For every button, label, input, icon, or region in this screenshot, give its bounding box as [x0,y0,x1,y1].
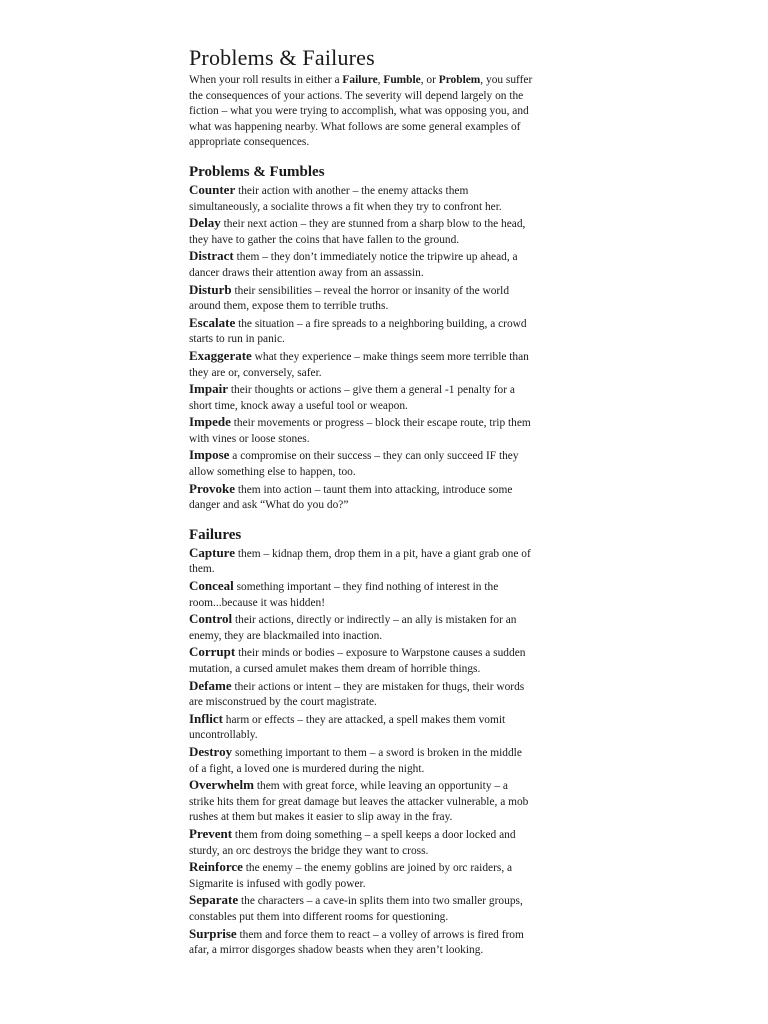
entry-term: Escalate [189,314,236,330]
entry-term: Overwhelm [189,777,254,793]
intro-sep1: , [377,74,384,86]
entry-term: Surprise [189,925,237,941]
entry-text: their actions, directly or indirectly – an ally is mistaken for an enemy, they are blackmailed into inaction. [189,614,517,642]
entry-term: Provoke [189,480,235,496]
entry-text: something important to them – a sword is broken in the middle of a fight, a loved one is murdered during the night. [189,746,522,775]
entry-term: Distract [189,248,234,264]
section-failures [189,526,534,959]
intro-paragraph [189,73,534,151]
list-item [189,215,534,248]
entry-term: Conceal [189,578,234,594]
intro-before: When your roll results in either a [189,74,343,86]
list-item [189,282,534,315]
intro-sep2: , or [420,74,439,86]
entry-text: the situation – a fire spreads to a neighboring building, a crowd starts to run in panic. [189,317,527,346]
entry-text: the characters – a cave-in splits them into two smaller groups, constables put them into different rooms for questioning. [189,895,523,923]
entry-text: their sensibilities – reveal the horror or insanity of the world around them, expose them to terrible truths. [189,284,510,313]
entry-text: a compromise on their success – they can only succeed IF they allow something else to happen, too. [189,450,519,479]
entry-text: harm or effects – they are attacked, a spell makes them vomit uncontrollably. [189,713,506,742]
list-item [189,859,534,892]
entry-term: Impose [189,447,230,463]
entry-text: their minds or bodies – exposure to Warpstone causes a sudden mutation, a cursed amulet makes them dream of horrible things. [189,647,526,675]
list-item [189,826,534,859]
list-item [189,678,534,711]
section-problems-fumbles [189,163,534,514]
entry-text: their movements or progress – block their escape route, trip them with vines or loose stones. [189,417,531,445]
list-item [189,611,534,644]
entry-text: them with great force, while leaving an opportunity – a strike hits them for great damage but leaves the attacker vulnerable, a mob rushes at them but makes it easier to slip away in the fray. [189,780,529,824]
list-item [189,414,534,447]
section-heading: Problems & Fumbles [189,163,325,180]
entry-text: something important – they find nothing of interest in the room...because it was hidden! [189,581,499,609]
list-item [189,315,534,348]
section-heading: Failures [189,526,242,543]
entry-term: Inflict [189,710,223,726]
entry-text: them into action – taunt them into attacking, introduce some danger and ask “What do you do?” [189,483,513,512]
entry-term: Impair [189,381,228,397]
entry-term: Counter [189,181,236,197]
keyword-problem: Problem [438,74,481,86]
list-item [189,926,534,959]
entry-term: Disturb [189,281,232,297]
intro-after: , you suffer the consequences of your actions. The severity will depend largely on the fiction – what you were trying to accomplish, what was opposing you, and what was happening nearby. What follows are some general examples of appropriate consequences. [189,74,533,149]
page-title: Problems & Failures [189,45,375,70]
entry-text: them – kidnap them, drop them in a pit, have a giant grab one of them. [189,547,531,576]
list-item [189,644,534,677]
list-item [189,447,534,480]
entry-text: their next action – they are stunned from a sharp blow to the head, they have to gather the coins that have fallen to the ground. [189,218,526,246]
entry-text: them and force them to react – a volley of arrows is fired from afar, a mirror disgorges shadow beasts when they aren’t looking. [189,928,524,957]
entry-term: Prevent [189,825,233,841]
entry-term: Capture [189,544,235,560]
entry-term: Exaggerate [189,347,252,363]
entry-term: Reinforce [189,859,243,875]
keyword-fumble: Fumble [383,74,421,86]
entry-text: their action with another – the enemy attacks them simultaneously, a socialite throws a fit when they try to confront her. [189,184,502,213]
list-item [189,182,534,215]
list-item [189,744,534,777]
document-page [189,44,534,959]
list-item [189,711,534,744]
keyword-failure: Failure [342,74,378,86]
entry-term: Corrupt [189,644,236,660]
list-item [189,545,534,578]
entry-term: Defame [189,677,232,693]
list-item [189,248,534,281]
entry-text: their thoughts or actions – give them a general -1 penalty for a short time, knock away a useful tool or weapon. [189,384,515,412]
entry-text: the enemy – the enemy goblins are joined by orc raiders, a Sigmarite is infused with godly power. [189,862,513,890]
entry-term: Destroy [189,743,233,759]
entry-text: them – they don’t immediately notice the tripwire up ahead, a dancer draws their attention away from an assassin. [189,251,518,279]
list-item [189,578,534,611]
entry-text: their actions or intent – they are mistaken for thugs, their words are misconstrued by the court magistrate. [189,680,525,709]
entry-term: Impede [189,414,231,430]
list-item [189,481,534,514]
entry-term: Delay [189,215,221,231]
entry-text: them from doing something – a spell keeps a door locked and sturdy, an orc destroys the bridge they want to cross. [189,828,516,857]
list-item [189,777,534,826]
list-item [189,381,534,414]
entry-text: what they experience – make things seem more terrible than they are or, conversely, safer. [189,350,529,379]
list-item [189,892,534,925]
entry-term: Separate [189,892,239,908]
list-item [189,348,534,381]
entry-term: Control [189,611,233,627]
